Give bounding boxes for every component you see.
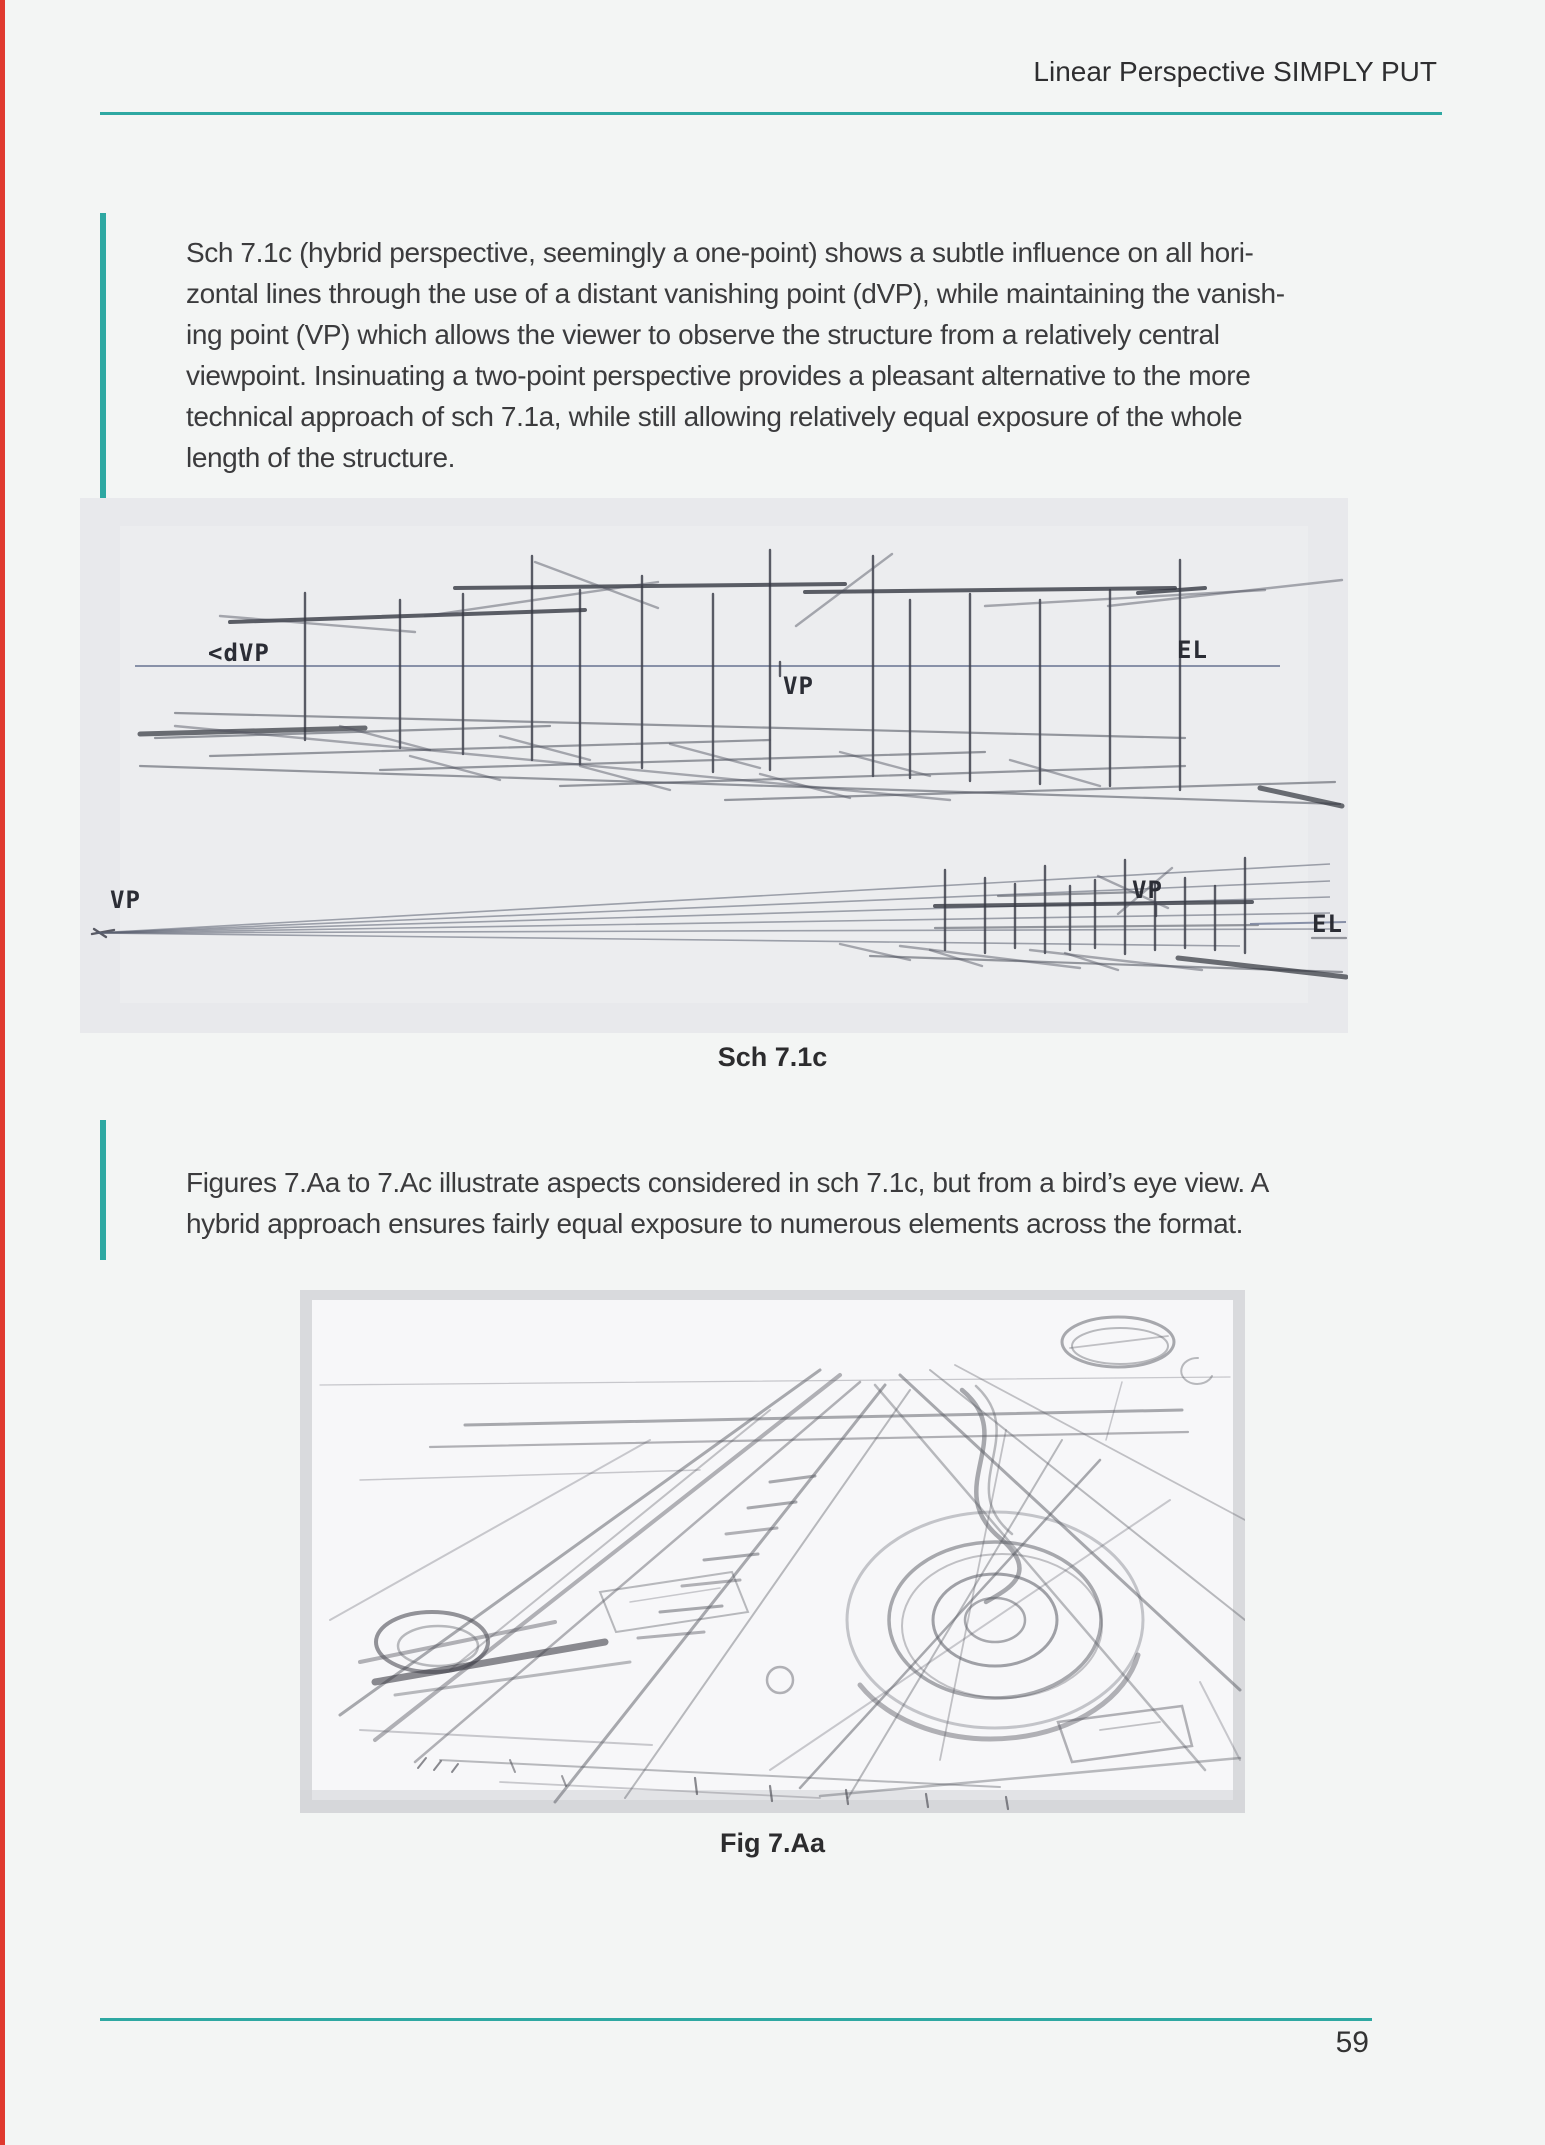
paragraph-line: technical approach of sch 7.1a, while still allowing relatively equal exposure of the whole xyxy=(186,401,1243,432)
figure-caption-sch71c: Sch 7.1c xyxy=(717,1042,828,1072)
running-header: Linear Perspective SIMPLY PUT xyxy=(1033,56,1437,87)
paragraph-line: viewpoint. Insinuating a two-point perspective provides a pleasant alternative to the more xyxy=(186,360,1251,391)
label-vp-bottom-right: VP xyxy=(1132,876,1163,904)
footer-rule xyxy=(100,2018,1372,2021)
paragraph-fig7aa xyxy=(186,1162,1269,1244)
label-el-top: EL xyxy=(1177,636,1208,664)
paragraph-line: ing point (VP) which allows the viewer to observe the structure from a relatively central xyxy=(186,319,1220,350)
paragraph-line: hybrid approach ensures fairly equal exposure to numerous elements across the format. xyxy=(186,1208,1244,1239)
label-vp-bottom-left: VP xyxy=(110,886,141,914)
paragraph-accent-bar xyxy=(100,213,106,516)
paragraph-line: Sch 7.1c (hybrid perspective, seemingly a one-point) shows a subtle influence on all hori- xyxy=(186,237,1254,268)
label-vp-top: VP xyxy=(783,672,814,700)
sketch-sch71c xyxy=(80,498,1348,1033)
sketch-top-structure xyxy=(135,550,1342,806)
figure-sch71c xyxy=(80,498,1348,1033)
label-dvp: <dVP xyxy=(208,639,270,667)
header-rule xyxy=(100,112,1442,115)
paragraph-line: Figures 7.Aa to 7.Ac illustrate aspects considered in sch 7.1c, but from a bird’s eye view. A xyxy=(186,1167,1269,1198)
paragraph-line: zontal lines through the use of a distant vanishing point (dVP), while maintaining the vanish- xyxy=(186,278,1285,309)
label-el-bottom: EL xyxy=(1312,910,1343,938)
sketch-fig7aa xyxy=(300,1290,1245,1813)
paragraph-accent-bar xyxy=(100,1120,106,1260)
sketch-bottom-structure xyxy=(92,858,1346,977)
paragraph-sch71c xyxy=(186,232,1285,478)
figure-caption-fig7aa: Fig 7.Aa xyxy=(719,1828,826,1858)
figure-fig7aa xyxy=(300,1290,1245,1813)
page-number: 59 xyxy=(1335,2026,1369,2059)
paragraph-line: length of the structure. xyxy=(186,442,456,473)
